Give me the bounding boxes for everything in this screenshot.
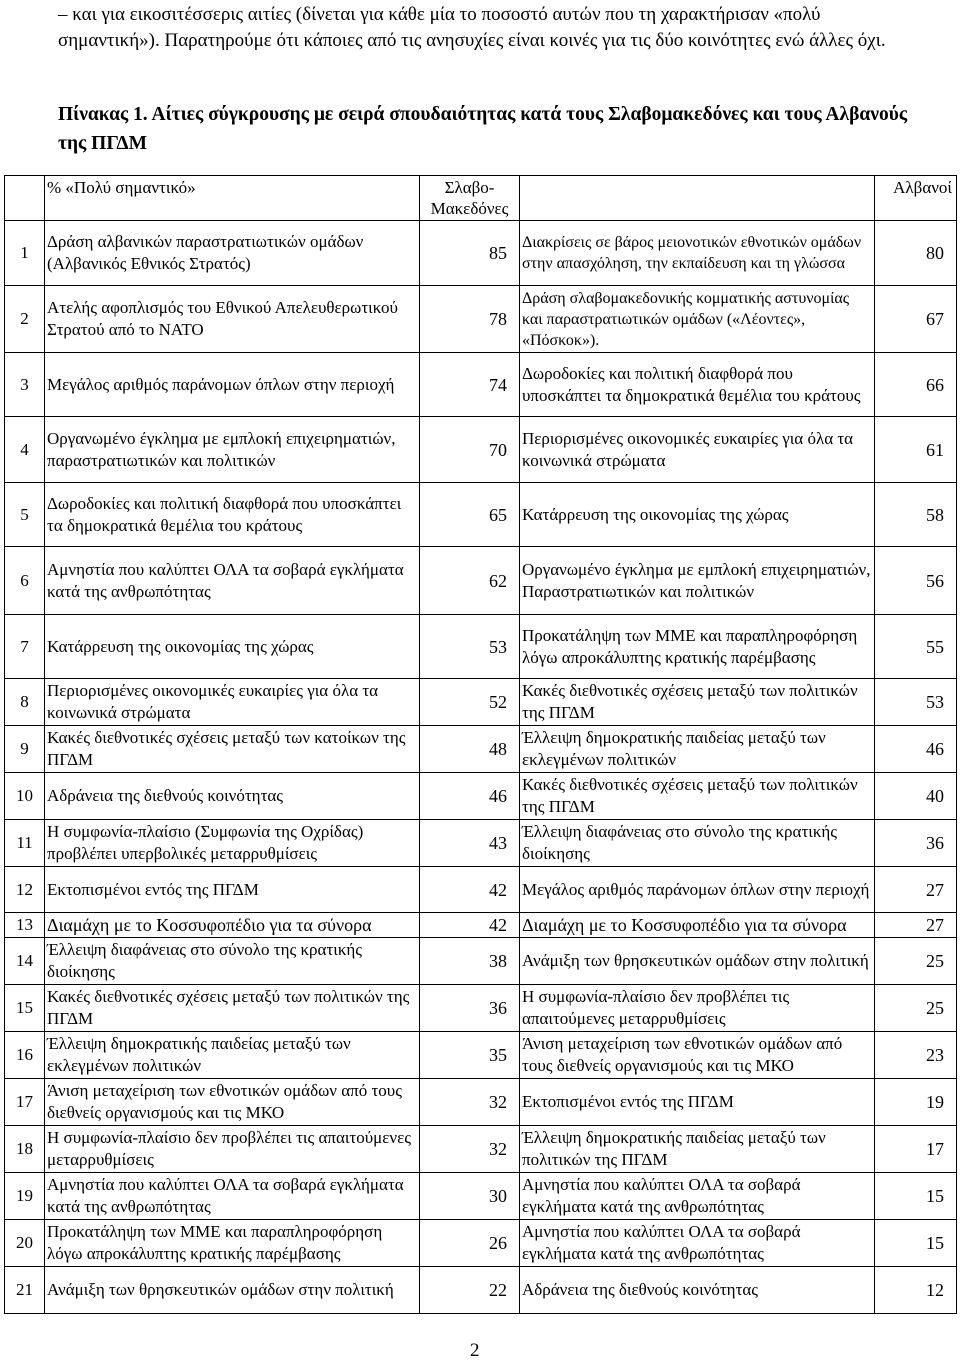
slavomacedonian-percent: 32 (420, 1079, 520, 1126)
table-row (5, 1126, 957, 1173)
slavomacedonian-cause: Η συμφωνία-πλαίσιο δεν προβλέπει τις απαιτούμενες μεταρρυθμίσεις (45, 1126, 420, 1173)
rank-number: 13 (5, 913, 45, 938)
slavomacedonian-cause: Εκτοπισμένοι εντός της ΠΓΔΜ (45, 867, 420, 913)
albanian-cause: Προκατάληψη των ΜΜΕ και παραπληροφόρηση λόγω απροκάλυπτης κρατικής παρέμβασης (520, 615, 875, 679)
slavomacedonian-cause: Κακές διεθνοτικές σχέσεις μεταξύ των κατοίκων της ΠΓΔΜ (45, 726, 420, 773)
rank-number: 7 (5, 615, 45, 679)
slavomacedonian-cause: Κατάρρευση της οικονομίας της χώρας (45, 615, 420, 679)
table-row (5, 1173, 957, 1220)
albanian-cause: Κατάρρευση της οικονομίας της χώρας (520, 483, 875, 547)
slavomacedonian-percent: 38 (420, 938, 520, 985)
slavomacedonian-cause: Άνιση μεταχείριση των εθνοτικών ομάδων από τους διεθνείς οργανισμούς και τις ΜΚΟ (45, 1079, 420, 1126)
rank-number: 6 (5, 547, 45, 615)
rank-number: 17 (5, 1079, 45, 1126)
table-row (5, 820, 957, 867)
rank-number: 1 (5, 221, 45, 286)
rank-number: 5 (5, 483, 45, 547)
rank-number: 4 (5, 417, 45, 483)
rank-number: 15 (5, 985, 45, 1032)
albanian-cause: Αδράνεια της διεθνούς κοινότητας (520, 1267, 875, 1314)
table-row (5, 726, 957, 773)
slavomacedonian-cause: Δράση αλβανικών παραστρατιωτικών ομάδων (Αλβανικός Εθνικός Στρατός) (45, 221, 420, 286)
slavomacedonian-cause: Διαμάχη με το Κοσσυφοπέδιο για τα σύνορα (45, 913, 420, 938)
rank-number: 3 (5, 353, 45, 417)
albanian-percent: 23 (875, 1032, 957, 1079)
table-row (5, 483, 957, 547)
slavomacedonian-percent: 48 (420, 726, 520, 773)
albanian-percent: 67 (875, 286, 957, 353)
table-row (5, 1079, 957, 1126)
albanian-cause: Αμνηστία που καλύπτει ΟΛΑ τα σοβαρά εγκλήματα κατά της ανθρωπότητας (520, 1173, 875, 1220)
table-row (5, 1267, 957, 1314)
albanian-percent: 46 (875, 726, 957, 773)
rank-number: 10 (5, 773, 45, 820)
slavomacedonian-cause: Αμνηστία που καλύπτει ΟΛΑ τα σοβαρά εγκλήματα κατά της ανθρωπότητας (45, 547, 420, 615)
slavomacedonian-cause: Ανάμιξη των θρησκευτικών ομάδων στην πολιτική (45, 1267, 420, 1314)
slavomacedonian-percent: 22 (420, 1267, 520, 1314)
slavomacedonian-percent: 26 (420, 1220, 520, 1267)
albanian-cause: Κακές διεθνοτικές σχέσεις μεταξύ των πολιτικών της ΠΓΔΜ (520, 773, 875, 820)
albanian-percent: 36 (875, 820, 957, 867)
slavomacedonian-percent: 62 (420, 547, 520, 615)
header-albanians: Αλβανοί (875, 176, 957, 221)
albanian-percent: 25 (875, 938, 957, 985)
albanian-percent: 19 (875, 1079, 957, 1126)
slavomacedonian-cause: Οργανωμένο έγκλημα με εμπλοκή επιχειρηματιών, παραστρατιωτικών και πολιτικών (45, 417, 420, 483)
slavomacedonian-cause: Μεγάλος αριθμός παράνομων όπλων στην περιοχή (45, 353, 420, 417)
slavomacedonian-cause: Η συμφωνία-πλαίσιο (Συμφωνία της Οχρίδας) προβλέπει υπερβολικές μεταρρυθμίσεις (45, 820, 420, 867)
slavomacedonian-percent: 78 (420, 286, 520, 353)
rank-number: 21 (5, 1267, 45, 1314)
albanian-cause: Έλλειψη δημοκρατικής παιδείας μεταξύ των πολιτικών της ΠΓΔΜ (520, 1126, 875, 1173)
slavomacedonian-cause: Κακές διεθνοτικές σχέσεις μεταξύ των πολιτικών της ΠΓΔΜ (45, 985, 420, 1032)
albanian-cause: Δωροδοκίες και πολιτική διαφθορά που υποσκάπτει τα δημοκρατικά θεμέλια του κράτους (520, 353, 875, 417)
albanian-cause: Εκτοπισμένοι εντός της ΠΓΔΜ (520, 1079, 875, 1126)
slavomacedonian-cause: Δωροδοκίες και πολιτική διαφθορά που υποσκάπτει τα δημοκρατικά θεμέλια του κράτους (45, 483, 420, 547)
slavomacedonian-percent: 36 (420, 985, 520, 1032)
albanian-cause: Άνιση μεταχείριση των εθνοτικών ομάδων από τους διεθνείς οργανισμούς και τις ΜΚΟ (520, 1032, 875, 1079)
table-row (5, 417, 957, 483)
table-row (5, 773, 957, 820)
table-row (5, 913, 957, 938)
slavomacedonian-percent: 32 (420, 1126, 520, 1173)
slavomacedonian-percent: 85 (420, 221, 520, 286)
table-row (5, 1032, 957, 1079)
slavomacedonian-percent: 42 (420, 867, 520, 913)
table-caption: Πίνακας 1. Αίτιες σύγκρουσης με σειρά σπουδαιότητας κατά τους Σλαβομακεδόνες και τους Αλβανούς της ΠΓΔΜ (58, 104, 908, 154)
rank-number: 12 (5, 867, 45, 913)
header-slavomacedonians: Σλαβο-Μακεδόνες (420, 176, 520, 221)
slavomacedonian-percent: 53 (420, 615, 520, 679)
slavomacedonian-cause: Έλλειψη δημοκρατικής παιδείας μεταξύ των εκλεγμένων πολιτικών (45, 1032, 420, 1079)
albanian-percent: 15 (875, 1173, 957, 1220)
albanian-percent: 66 (875, 353, 957, 417)
slavomacedonian-percent: 74 (420, 353, 520, 417)
albanian-cause: Η συμφωνία-πλαίσιο δεν προβλέπει τις απαιτούμενες μεταρρυθμίσεις (520, 985, 875, 1032)
header-rank-cell (5, 176, 45, 221)
header-label: % «Πολύ σημαντικό» (45, 176, 420, 221)
table-row (5, 679, 957, 726)
table-row (5, 221, 957, 286)
rank-number: 16 (5, 1032, 45, 1079)
slavomacedonian-percent: 70 (420, 417, 520, 483)
albanian-percent: 56 (875, 547, 957, 615)
albanian-cause: Οργανωμένο έγκλημα με εμπλοκή επιχειρηματιών, Παραστρατιωτικών και πολιτικών (520, 547, 875, 615)
rank-number: 2 (5, 286, 45, 353)
table-row (5, 938, 957, 985)
slavomacedonian-percent: 42 (420, 913, 520, 938)
albanian-percent: 61 (875, 417, 957, 483)
albanian-cause: Κακές διεθνοτικές σχέσεις μεταξύ των πολιτικών της ΠΓΔΜ (520, 679, 875, 726)
rank-number: 8 (5, 679, 45, 726)
table-row (5, 615, 957, 679)
table-body (5, 176, 957, 1314)
slavomacedonian-cause: Ατελής αφοπλισμός του Εθνικού Απελευθερωτικού Στρατού από το ΝΑΤΟ (45, 286, 420, 353)
table-header-row (5, 176, 957, 221)
slavomacedonian-percent: 35 (420, 1032, 520, 1079)
conflict-causes-table (4, 175, 957, 1314)
rank-number: 20 (5, 1220, 45, 1267)
table-row (5, 547, 957, 615)
slavomacedonian-cause: Αμνηστία που καλύπτει ΟΛΑ τα σοβαρά εγκλήματα κατά της ανθρωπότητας (45, 1173, 420, 1220)
rank-number: 14 (5, 938, 45, 985)
slavomacedonian-cause: Περιορισμένες οικονομικές ευκαιρίες για όλα τα κοινωνικά στρώματα (45, 679, 420, 726)
table-row (5, 985, 957, 1032)
albanian-percent: 27 (875, 867, 957, 913)
rank-number: 11 (5, 820, 45, 867)
albanian-cause: Ανάμιξη των θρησκευτικών ομάδων στην πολιτική (520, 938, 875, 985)
rank-number: 19 (5, 1173, 45, 1220)
albanian-percent: 12 (875, 1267, 957, 1314)
table-row (5, 867, 957, 913)
albanian-cause: Έλλειψη διαφάνειας στο σύνολο της κρατικής διοίκησης (520, 820, 875, 867)
albanian-cause: Περιορισμένες οικονομικές ευκαιρίες για όλα τα κοινωνικά στρώματα (520, 417, 875, 483)
albanian-cause: Διαμάχη με το Κοσσυφοπέδιο για τα σύνορα (520, 913, 875, 938)
albanian-cause: Αμνηστία που καλύπτει ΟΛΑ τα σοβαρά εγκλήματα κατά της ανθρωπότητας (520, 1220, 875, 1267)
albanian-percent: 40 (875, 773, 957, 820)
slavomacedonian-percent: 46 (420, 773, 520, 820)
slavomacedonian-percent: 65 (420, 483, 520, 547)
albanian-percent: 58 (875, 483, 957, 547)
albanian-percent: 15 (875, 1220, 957, 1267)
albanian-percent: 55 (875, 615, 957, 679)
slavomacedonian-percent: 30 (420, 1173, 520, 1220)
table-row (5, 353, 957, 417)
slavomacedonian-percent: 43 (420, 820, 520, 867)
rank-number: 9 (5, 726, 45, 773)
albanian-cause: Μεγάλος αριθμός παράνομων όπλων στην περιοχή (520, 867, 875, 913)
slavomacedonian-percent: 52 (420, 679, 520, 726)
slavomacedonian-cause: Προκατάληψη των ΜΜΕ και παραπληροφόρηση λόγω απροκάλυπτης κρατικής παρέμβασης (45, 1220, 420, 1267)
albanian-cause: Διακρίσεις σε βάρος μειονοτικών εθνοτικών ομάδων στην απασχόληση, την εκπαίδευση και τη γλώσσα (520, 221, 875, 286)
rank-number: 18 (5, 1126, 45, 1173)
slavomacedonian-cause: Αδράνεια της διεθνούς κοινότητας (45, 773, 420, 820)
table-row (5, 286, 957, 353)
albanian-percent: 80 (875, 221, 957, 286)
page-number: 2 (470, 1340, 480, 1361)
albanian-percent: 17 (875, 1126, 957, 1173)
albanian-cause: Δράση σλαβομακεδονικής κομματικής αστυνομίας και παραστρατιωτικών ομάδων («Λέοντες», «Πόσκοκ»). (520, 286, 875, 353)
albanian-percent: 27 (875, 913, 957, 938)
albanian-percent: 53 (875, 679, 957, 726)
slavomacedonian-cause: Έλλειψη διαφάνειας στο σύνολο της κρατικής διοίκησης (45, 938, 420, 985)
albanian-cause: Έλλειψη δημοκρατικής παιδείας μεταξύ των εκλεγμένων πολιτικών (520, 726, 875, 773)
albanian-percent: 25 (875, 985, 957, 1032)
header-empty-cell (520, 176, 875, 221)
intro-paragraph: – και για εικοσιτέσσερις αιτίες (δίνεται για κάθε μία το ποσοστό αυτών που τη χαρακτήρισαν «πολύ σημαντική»). Παρατηρούμε ότι κάποιες από τις ανησυχίες είναι κοινές για τις δύο κοινότητες ενώ άλλες όχι. (58, 4, 886, 51)
table-row (5, 1220, 957, 1267)
